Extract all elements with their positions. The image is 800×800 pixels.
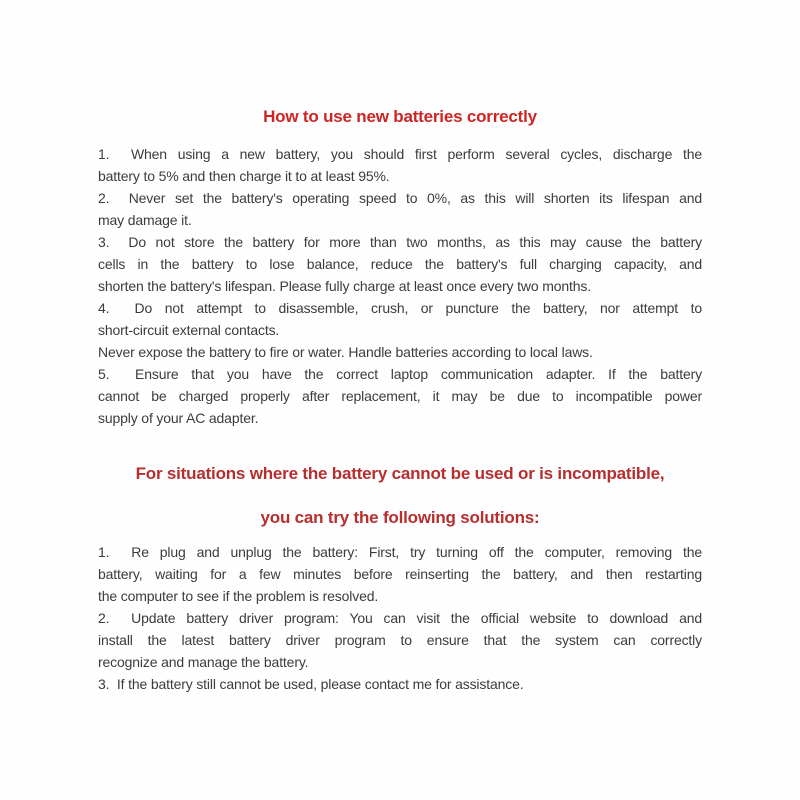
solution-line: battery, waiting for a few minutes before reinserting the battery, and then restarting — [98, 566, 702, 582]
instruction-line: cannot be charged properly after replacement, it may be due to incompatible power — [98, 388, 702, 404]
instruction-line: short-circuit external contacts. — [98, 322, 280, 338]
instruction-line: may damage it. — [98, 212, 192, 228]
section2-body — [98, 541, 702, 695]
instruction-line: shorten the battery's lifespan. Please fully charge at least once every two months. — [98, 278, 591, 294]
solution-line: 3. If the battery still cannot be used, please contact me for assistance. — [98, 676, 524, 692]
solution-line: 1. Re plug and unplug the battery: First, try turning off the computer, removing the — [98, 544, 702, 560]
instruction-line: 2. Never set the battery's operating speed to 0%, as this will shorten its lifespan and — [98, 190, 702, 206]
section1-title: How to use new batteries correctly — [263, 107, 537, 126]
instruction-line: 3. Do not store the battery for more than two months, as this may cause the battery — [98, 234, 702, 250]
instruction-line: cells in the battery to lose balance, reduce the battery's full charging capacity, and — [98, 256, 702, 272]
solution-line: recognize and manage the battery. — [98, 654, 309, 670]
instruction-line: 1. When using a new battery, you should first perform several cycles, discharge the — [98, 146, 702, 162]
section2-title-line1: For situations where the battery cannot be used or is incompatible, — [135, 464, 665, 483]
solution-line: 2. Update battery driver program: You can visit the official website to download and — [98, 610, 702, 626]
instruction-line: 5. Ensure that you have the correct laptop communication adapter. If the battery — [98, 366, 702, 382]
solution-line: the computer to see if the problem is resolved. — [98, 588, 379, 604]
instruction-line: battery to 5% and then charge it to at least 95%. — [98, 168, 390, 184]
instruction-line: Never expose the battery to fire or water. Handle batteries according to local laws. — [98, 344, 593, 360]
solution-line: install the latest battery driver program to ensure that the system can correctly — [98, 632, 702, 648]
document-content — [98, 0, 702, 800]
section2-title-line2: you can try the following solutions: — [260, 508, 540, 527]
section1-body — [98, 143, 702, 429]
instruction-line: supply of your AC adapter. — [98, 410, 259, 426]
instruction-line: 4. Do not attempt to disassemble, crush, or puncture the battery, nor attempt to — [98, 300, 702, 316]
